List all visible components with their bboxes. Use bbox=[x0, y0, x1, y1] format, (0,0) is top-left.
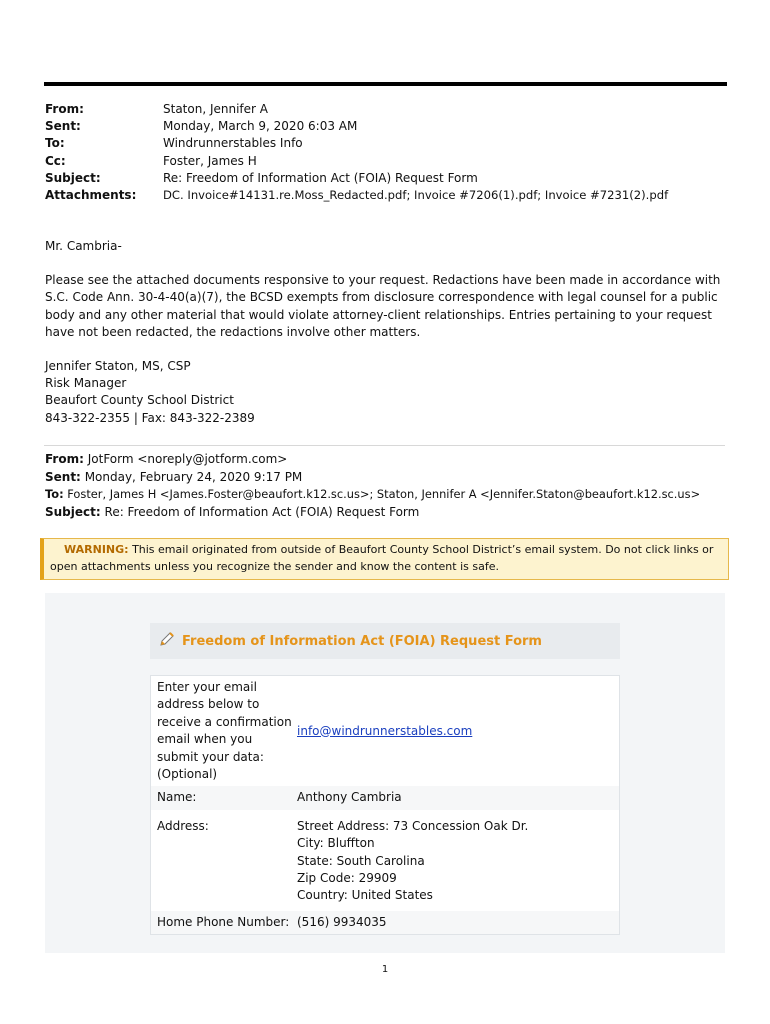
fwd-sent-row bbox=[45, 469, 700, 487]
pencil-icon bbox=[158, 630, 178, 652]
fwd-subject-value: Re: Freedom of Information Act (FOIA) Request Form bbox=[104, 504, 420, 519]
from-value: Staton, Jennifer A bbox=[163, 102, 268, 116]
phone-label: Home Phone Number: bbox=[157, 914, 290, 929]
to-label: To: bbox=[45, 136, 65, 151]
phone-value: (516) 9934035 bbox=[297, 914, 387, 929]
header-from-row bbox=[45, 101, 668, 118]
attachments-value[interactable]: DC. Invoice#14131.re.Moss_Redacted.pdf; Invoice #7206(1).pdf; Invoice #7231(2).pdf bbox=[163, 188, 669, 203]
forwarded-header bbox=[45, 451, 700, 521]
form-row-address bbox=[151, 810, 619, 911]
header-attachments-row bbox=[45, 187, 668, 204]
sent-value: Monday, March 9, 2020 6:03 AM bbox=[163, 119, 358, 134]
address-state: State: South Carolina bbox=[297, 853, 425, 868]
fwd-sent-label: Sent: bbox=[45, 469, 81, 484]
body-paragraph: Please see the attached documents responsive to your request. Redactions have been made in accordance with S.C. Code Ann. 30-4-40(a)(7), the BCSD exempts from disclosure correspondence with legal counsel for a public body and any other material that would violate attorney-client relationships. Entries pertaining to your request have not been redacted, the redactions involve other matters. bbox=[45, 273, 721, 339]
signature-title: Risk Manager bbox=[45, 376, 127, 391]
to-value: Windrunnerstables Info bbox=[163, 136, 303, 151]
jotform-container bbox=[45, 593, 725, 953]
email-label: Enter your email address below to receive a confirmation email when you submit your data: (Optional) bbox=[157, 680, 292, 782]
form-title: Freedom of Information Act (FOIA) Request Form bbox=[182, 633, 542, 649]
forward-divider bbox=[44, 445, 725, 446]
header-rule bbox=[44, 82, 727, 86]
fwd-from-label: From: bbox=[45, 452, 84, 466]
greeting: Mr. Cambria- bbox=[45, 239, 122, 253]
warning-text: This email originated from outside of Beaufort County School District’s email system. Do not click links or open attachments unless you recognize the sender and know the content is safe. bbox=[50, 543, 714, 573]
header-sent-row bbox=[45, 118, 668, 135]
form-row-phone bbox=[151, 911, 619, 934]
fwd-subject-row bbox=[45, 504, 700, 522]
cc-label: Cc: bbox=[45, 153, 66, 168]
form-table bbox=[150, 675, 620, 935]
address-city: City: Bluffton bbox=[297, 836, 375, 851]
fwd-to-value: Foster, James H <James.Foster@beaufort.k12.sc.us>; Staton, Jennifer A <Jennifer.Staton@beaufort.k12.sc.us> bbox=[67, 487, 701, 502]
page-number: 1 bbox=[381, 964, 389, 975]
external-warning-banner bbox=[40, 538, 729, 580]
signature-name: Jennifer Staton, MS, CSP bbox=[45, 359, 191, 374]
cc-value: Foster, James H bbox=[163, 153, 257, 168]
attachments-label: Attachments: bbox=[45, 188, 137, 203]
address-label: Address: bbox=[157, 818, 209, 833]
fwd-subject-label: Subject: bbox=[45, 504, 101, 519]
name-label: Name: bbox=[157, 790, 197, 805]
warning-label: WARNING: bbox=[64, 543, 129, 556]
signature-org: Beaufort County School District bbox=[45, 393, 234, 408]
address-zip: Zip Code: 29909 bbox=[297, 871, 397, 886]
address-value bbox=[297, 818, 613, 905]
email-header bbox=[45, 101, 668, 204]
fwd-from-row bbox=[45, 451, 700, 469]
subject-value: Re: Freedom of Information Act (FOIA) Request Form bbox=[163, 170, 478, 185]
email-cell bbox=[297, 679, 613, 783]
fwd-from-value: JotForm <noreply@jotform.com> bbox=[87, 452, 288, 466]
form-title-bar bbox=[150, 623, 620, 659]
header-to-row bbox=[45, 135, 668, 152]
address-street: Street Address: 73 Concession Oak Dr. bbox=[297, 818, 529, 833]
header-cc-row bbox=[45, 153, 668, 170]
fwd-to-row bbox=[45, 486, 700, 504]
name-value: Anthony Cambria bbox=[297, 790, 402, 805]
address-country: Country: United States bbox=[297, 888, 433, 903]
signature-phone: 843-322-2355 | Fax: 843-322-2389 bbox=[45, 410, 255, 425]
subject-label: Subject: bbox=[45, 170, 101, 185]
form-row-name bbox=[151, 786, 619, 809]
fwd-sent-value: Monday, February 24, 2020 9:17 PM bbox=[84, 469, 303, 484]
sent-label: Sent: bbox=[45, 119, 81, 134]
form-row-email bbox=[151, 676, 619, 786]
email-body bbox=[45, 238, 735, 427]
header-subject-row bbox=[45, 170, 668, 187]
email-link[interactable]: info@windrunnerstables.com bbox=[297, 723, 473, 738]
from-label: From: bbox=[45, 102, 84, 116]
fwd-to-label: To: bbox=[45, 487, 64, 502]
